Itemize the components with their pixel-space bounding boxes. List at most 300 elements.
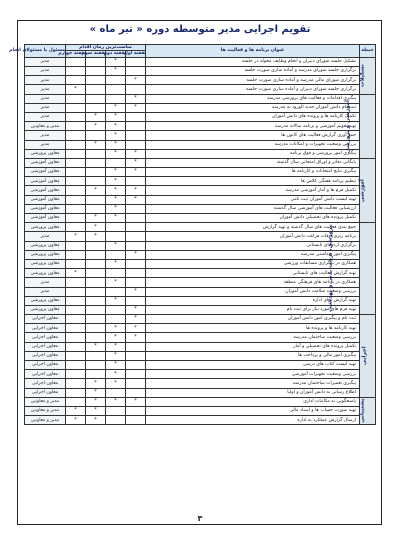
week-mark-cell	[126, 342, 146, 351]
responsible-cell: معاون پرورشی	[25, 296, 66, 305]
table-row	[25, 204, 376, 213]
week-mark-cell	[126, 57, 146, 66]
responsible-cell: مدیر و معاونین	[25, 122, 66, 131]
week-mark-cell	[126, 269, 146, 278]
responsible-cell: مدیر و معاونین	[25, 406, 66, 415]
week-mark-cell	[126, 370, 146, 379]
table-row	[25, 287, 376, 296]
week-mark-cell: *	[126, 397, 146, 406]
activity-cell: همکاری در برنامه های فرهنگی منطقه	[146, 278, 360, 287]
table-row	[25, 259, 376, 268]
activity-cell: بررسی وضعیت تجهیزات و امکانات مدرسه	[146, 140, 360, 149]
week-mark-cell	[86, 351, 106, 360]
week-mark-cell: *	[106, 67, 126, 76]
table-row	[25, 67, 376, 76]
week-mark-cell	[86, 333, 106, 342]
table-row	[25, 223, 376, 232]
week-mark-cell	[66, 112, 86, 121]
week-mark-cell	[66, 278, 86, 287]
activity-cell: برگزاری جلسه شورای مدرسه و آماده سازی صورت جلسه	[146, 67, 360, 76]
activity-cell: تهیه کارنامه ها و پرونده ها	[146, 324, 360, 333]
table-row	[25, 342, 376, 351]
table-row	[25, 122, 376, 131]
week-mark-cell	[106, 223, 126, 232]
responsible-cell: معاون پرورشی	[25, 269, 66, 278]
responsible-cell: معاون آموزشی	[25, 186, 66, 195]
week-mark-cell	[66, 131, 86, 140]
page-title: تقویم اجرایی مدیر متوسطه دوره « تیر ماه »	[89, 24, 311, 35]
week-mark-cell	[86, 131, 106, 140]
week-mark-cell: *	[86, 379, 106, 388]
responsible-cell: مدیر	[25, 67, 66, 76]
week-mark-cell	[126, 223, 146, 232]
responsible-cell: معاون اجرایی	[25, 351, 66, 360]
responsible-cell: مدیر	[25, 232, 66, 241]
header-responsible: مسئول یا مسئولان انجام	[25, 45, 66, 58]
week-mark-cell: *	[126, 305, 146, 314]
week-mark-cell	[126, 85, 146, 94]
week-mark-cell	[66, 305, 86, 314]
responsible-cell: معاون آموزشی	[25, 195, 66, 204]
responsible-cell: معاون اجرایی	[25, 388, 66, 397]
activity-cell: تهیه تقویم آموزشی و برنامه سالانه مدرسه	[146, 122, 360, 131]
header-week-4: هفته چهارم	[58, 51, 86, 57]
activity-cell: پیگیری امور پرورشی و فوق برنامه	[146, 149, 360, 158]
table-row	[25, 333, 376, 342]
responsible-cell: معاون پرورشی	[25, 149, 66, 158]
week-mark-cell: *	[106, 214, 126, 223]
week-mark-cell: *	[86, 416, 106, 425]
week-mark-cell: *	[126, 195, 146, 204]
table-row	[25, 112, 376, 121]
activity-cell: برگزاری شورای مالی مدرسه و آماده سازی صورت جلسه	[146, 76, 360, 85]
activity-cell: تهیه گزارش فعالیت های تابستانی	[146, 269, 360, 278]
activity-cell: ارسال گزارش عملکرد به اداره	[146, 416, 360, 425]
responsible-cell: معاون پرورشی	[25, 223, 66, 232]
table-row	[25, 305, 376, 314]
week-mark-cell	[66, 76, 86, 85]
activity-cell: تشکیل جلسه شورای دبیران و انجام وظایف محوله در جلسه	[146, 57, 360, 66]
week-mark-cell	[126, 296, 146, 305]
week-mark-cell	[126, 388, 146, 397]
week-mark-cell	[66, 195, 86, 204]
week-mark-cell	[126, 351, 146, 360]
table-row	[25, 388, 376, 397]
week-mark-cell	[66, 122, 86, 131]
responsible-cell: معاون پرورشی	[25, 241, 66, 250]
week-mark-cell	[66, 342, 86, 351]
week-mark-cell	[66, 397, 86, 406]
week-mark-cell	[66, 67, 86, 76]
activity-cell: جمع آوری گزارش فعالیت های کانون ها	[146, 131, 360, 140]
week-mark-cell	[106, 388, 126, 397]
table-row	[25, 76, 376, 85]
responsible-cell: مدیر و معاونین	[25, 397, 66, 406]
week-mark-cell	[86, 85, 106, 94]
week-mark-cell: *	[106, 140, 126, 149]
week-mark-cell	[66, 351, 86, 360]
week-mark-cell: *	[126, 324, 146, 333]
week-mark-cell	[66, 168, 86, 177]
table-row	[25, 278, 376, 287]
week-mark-cell	[86, 287, 106, 296]
week-mark-cell	[86, 103, 106, 112]
week-mark-cell	[66, 140, 86, 149]
section-label-text: آموزشی	[359, 179, 366, 202]
section-label-text: تشکیلات	[359, 64, 366, 88]
week-mark-cell: *	[106, 122, 126, 131]
table-row	[25, 168, 376, 177]
week-mark-cell: *	[126, 103, 146, 112]
table-row	[25, 269, 376, 278]
week-mark-cell	[86, 315, 106, 324]
activity-cell: تکمیل پرونده های تحصیلی دانش آموزان	[146, 214, 360, 223]
responsible-cell: مدیر	[25, 131, 66, 140]
activity-cell: ثبت نام و پیگیری امور دانش آموزان	[146, 315, 360, 324]
week-mark-cell	[106, 406, 126, 415]
week-mark-cell	[66, 177, 86, 186]
week-mark-cell	[106, 94, 126, 103]
section-label-text: آموزشی و پرورشی	[344, 99, 351, 153]
responsible-cell: مدیر	[25, 103, 66, 112]
week-mark-cell: *	[106, 149, 126, 158]
responsible-cell: معاون آموزشی	[25, 204, 66, 213]
week-mark-cell	[126, 259, 146, 268]
week-mark-cell: *	[106, 204, 126, 213]
table-row	[25, 94, 376, 103]
week-mark-cell: *	[86, 214, 106, 223]
responsible-cell: مدیر	[25, 112, 66, 121]
week-mark-cell: *	[106, 397, 126, 406]
activity-cell: بررسی وضعیت سلامت دانش آموزان	[146, 287, 360, 296]
table-row	[25, 315, 376, 324]
week-mark-cell	[86, 177, 106, 186]
table-row	[25, 324, 376, 333]
header-week-1: هفته اول	[123, 51, 146, 57]
week-mark-cell: *	[66, 85, 86, 94]
week-mark-cell	[106, 232, 126, 241]
section-label-text: اجرایی	[361, 346, 368, 366]
responsible-cell: معاون اجرایی	[25, 379, 66, 388]
activity-cell: پیگیری نتایج امتحانات و کارنامه ها	[146, 168, 360, 177]
week-mark-cell	[66, 379, 86, 388]
responsible-cell: معاون آموزشی	[25, 168, 66, 177]
week-mark-cell: *	[106, 324, 126, 333]
responsible-cell: مدیر	[25, 85, 66, 94]
week-mark-cell	[86, 250, 106, 259]
week-mark-cell	[86, 305, 106, 314]
activity-cell: تهیه لیست کتاب های درسی	[146, 361, 360, 370]
week-mark-cell	[86, 269, 106, 278]
week-mark-cell	[66, 223, 86, 232]
week-mark-cell: *	[126, 158, 146, 167]
activity-cell: پیگیری امور بهداشتی مدرسه	[146, 250, 360, 259]
week-mark-cell	[126, 379, 146, 388]
responsible-cell: معاون آموزشی	[25, 214, 66, 223]
week-mark-cell: *	[126, 287, 146, 296]
week-mark-cell	[126, 122, 146, 131]
week-mark-cell: *	[126, 149, 146, 158]
responsible-cell: مدیر	[25, 140, 66, 149]
activity-cell: تکمیل پرونده های تحصیلی و آمار	[146, 342, 360, 351]
activity-cell: ارزشیابی فعالیت های آموزشی سال گذشته	[146, 204, 360, 213]
responsible-cell: معاون اجرایی	[25, 361, 66, 370]
week-mark-cell: *	[106, 351, 126, 360]
week-mark-cell	[66, 57, 86, 66]
table-row	[25, 370, 376, 379]
week-mark-cell	[66, 388, 86, 397]
table-row	[25, 416, 376, 425]
week-mark-cell	[106, 76, 126, 85]
week-mark-cell: *	[106, 333, 126, 342]
activity-cell: تنظیم برنامه هفتگی کلاس ها	[146, 177, 360, 186]
week-mark-cell	[126, 214, 146, 223]
activity-cell: تهیه صورت حساب ها و اسناد مالی	[146, 406, 360, 415]
week-mark-cell	[126, 361, 146, 370]
activity-cell: بایگانی دفاتر و اوراق امتحانی سال گذشته	[146, 158, 360, 167]
week-mark-cell	[86, 76, 106, 85]
week-mark-cell	[106, 287, 126, 296]
section-label	[360, 57, 376, 94]
week-mark-cell	[66, 259, 86, 268]
week-mark-cell: *	[126, 186, 146, 195]
week-mark-cell: *	[106, 361, 126, 370]
table-row	[25, 149, 376, 158]
responsible-cell: مدیر	[25, 287, 66, 296]
week-mark-cell: *	[126, 315, 146, 324]
activity-cell: ثبت نام دانش آموزان جدید الورود به مدرسه	[146, 103, 360, 112]
activity-cell: همکاری در برگزاری مسابقات ورزشی	[146, 259, 360, 268]
week-mark-cell	[66, 333, 86, 342]
week-mark-cell: *	[126, 94, 146, 103]
table-row	[25, 186, 376, 195]
responsible-cell: مدیر	[25, 278, 66, 287]
week-mark-cell	[86, 158, 106, 167]
week-mark-cell: *	[86, 186, 106, 195]
responsible-cell: مدیر	[25, 76, 66, 85]
week-mark-cell	[126, 204, 146, 213]
responsible-cell: معاون اجرایی	[25, 324, 66, 333]
week-mark-cell: *	[106, 278, 126, 287]
week-mark-cell: *	[106, 342, 126, 351]
week-mark-cell: *	[106, 195, 126, 204]
section-label	[360, 397, 376, 425]
week-mark-cell	[126, 67, 146, 76]
week-mark-cell	[126, 406, 146, 415]
schedule-table	[9, 44, 376, 425]
week-mark-cell: *	[106, 103, 126, 112]
section-label	[360, 315, 376, 398]
responsible-cell: مدیر و معاونین	[25, 416, 66, 425]
responsible-cell: معاون آموزشی	[25, 158, 66, 167]
week-mark-cell	[86, 241, 106, 250]
week-mark-cell	[66, 250, 86, 259]
activity-cell: برگزاری جلسه شورای دبیران و آماده سازی صورت جلسه	[146, 85, 360, 94]
table-row	[25, 351, 376, 360]
section-label	[344, 94, 376, 158]
table-row	[25, 379, 376, 388]
activity-cell: تهیه لیست دانش آموزان ثبت نامی	[146, 195, 360, 204]
page-number: ۳	[197, 514, 203, 523]
activity-cell: برگزاری اردوهای تابستانی	[146, 241, 360, 250]
table-row	[25, 131, 376, 140]
week-mark-cell	[106, 269, 126, 278]
activity-cell: تهیه گزارش برای اداره	[146, 296, 360, 305]
table-row	[25, 397, 376, 406]
week-mark-cell: *	[106, 177, 126, 186]
responsible-cell: معاون پرورشی	[25, 305, 66, 314]
week-mark-cell: *	[86, 406, 106, 415]
week-mark-cell	[126, 241, 146, 250]
week-mark-cell	[86, 168, 106, 177]
header-week-3: هفته سوم	[81, 51, 106, 57]
table-row	[25, 296, 376, 305]
week-mark-cell: *	[126, 76, 146, 85]
activity-cell: پیگیری امور مالی و پرداخت ها	[146, 351, 360, 360]
activity-cell: پیگیری تعمیرات ساختمان مدرسه	[146, 379, 360, 388]
week-mark-cell: *	[86, 397, 106, 406]
table-row	[25, 250, 376, 259]
table-row	[25, 195, 376, 204]
table-row	[25, 241, 376, 250]
week-mark-cell	[86, 278, 106, 287]
week-mark-cell	[86, 94, 106, 103]
week-mark-cell	[106, 315, 126, 324]
week-mark-cell	[126, 278, 146, 287]
table-row	[25, 57, 376, 66]
week-mark-cell	[66, 214, 86, 223]
week-mark-cell: *	[86, 388, 106, 397]
week-mark-cell	[86, 149, 106, 158]
responsible-cell: معاون اجرایی	[25, 342, 66, 351]
week-mark-cell	[126, 140, 146, 149]
activity-cell: تکمیل کارنامه ها و پرونده های دانش آموزان	[146, 112, 360, 121]
week-mark-cell	[66, 94, 86, 103]
week-mark-cell: *	[126, 250, 146, 259]
week-mark-cell: *	[126, 333, 146, 342]
week-mark-cell: *	[66, 406, 86, 415]
section-label	[360, 158, 376, 222]
week-mark-cell: *	[86, 232, 106, 241]
week-mark-cell	[126, 416, 146, 425]
week-mark-cell: *	[86, 140, 106, 149]
week-mark-cell	[86, 195, 106, 204]
week-mark-cell: *	[106, 57, 126, 66]
schedule-body	[25, 57, 376, 425]
week-mark-cell	[86, 204, 106, 213]
table-row	[25, 85, 376, 94]
activity-cell: بررسی وضعیت ساختمان مدرسه	[146, 333, 360, 342]
activity-cell: تکمیل فرم ها و آمار آموزشی مدرسه	[146, 186, 360, 195]
week-mark-cell: *	[106, 241, 126, 250]
section-label-text: پرورشی، تربیت بدنی و بهداشت	[327, 225, 334, 312]
table-row	[25, 232, 376, 241]
table-row	[25, 158, 376, 167]
table-row	[25, 361, 376, 370]
week-mark-cell	[66, 315, 86, 324]
responsible-cell: معاون اجرایی	[25, 315, 66, 324]
responsible-cell: معاون اجرایی	[25, 333, 66, 342]
week-mark-cell	[86, 361, 106, 370]
table-row	[25, 214, 376, 223]
week-mark-cell	[106, 250, 126, 259]
activity-cell: جمع بندی فعالیت های سال گذشته و تهیه گزارش	[146, 223, 360, 232]
week-mark-cell: *	[106, 370, 126, 379]
week-mark-cell	[66, 103, 86, 112]
activity-cell: اطلاع رسانی به دانش آموزان و اولیا	[146, 388, 360, 397]
header-time-group: مناسب‌ترین زمان اقدام	[66, 45, 146, 51]
week-mark-cell	[126, 131, 146, 140]
week-mark-cell: *	[106, 112, 126, 121]
responsible-cell: معاون آموزشی	[25, 177, 66, 186]
week-mark-cell: *	[106, 296, 126, 305]
week-mark-cell	[66, 296, 86, 305]
week-mark-cell: *	[86, 223, 106, 232]
week-mark-cell	[66, 204, 86, 213]
week-mark-cell	[66, 324, 86, 333]
responsible-cell: مدیر	[25, 57, 66, 66]
table-row	[25, 103, 376, 112]
responsible-cell: مدیر	[25, 94, 66, 103]
week-mark-cell	[66, 370, 86, 379]
section-label-text: پشتیبانی	[359, 398, 366, 424]
week-mark-cell: *	[106, 186, 126, 195]
activity-cell: تهیه فرم های مورد نیاز برای ثبت نام	[146, 305, 360, 314]
week-mark-cell: *	[86, 342, 106, 351]
activity-cell: پیگیری اقدامات و فعالیت های پرورشی مدرسه	[146, 94, 360, 103]
week-mark-cell	[106, 158, 126, 167]
week-mark-cell: *	[66, 269, 86, 278]
week-mark-cell	[106, 305, 126, 314]
week-mark-cell	[86, 370, 106, 379]
week-mark-cell	[66, 149, 86, 158]
week-mark-cell: *	[86, 112, 106, 121]
header-week-2: هفته دوم	[103, 51, 126, 57]
activity-cell: بررسی وضعیت تجهیزات آموزشی	[146, 370, 360, 379]
week-mark-cell	[126, 112, 146, 121]
responsible-cell: معاون اجرایی	[25, 370, 66, 379]
week-mark-cell	[66, 287, 86, 296]
week-mark-cell	[86, 296, 106, 305]
responsible-cell: معاون پرورشی	[25, 259, 66, 268]
header-activity: عنوان برنامه ها و فعالیت ها	[146, 45, 360, 58]
week-mark-cell: *	[106, 259, 126, 268]
week-mark-cell: *	[86, 122, 106, 131]
week-mark-cell	[126, 232, 146, 241]
activity-cell: برنامه ریزی اوقات فراغت دانش آموزان	[146, 232, 360, 241]
week-mark-cell: *	[66, 232, 86, 241]
week-mark-cell	[126, 177, 146, 186]
week-mark-cell: *	[106, 379, 126, 388]
week-mark-cell	[66, 186, 86, 195]
week-mark-cell	[86, 67, 106, 76]
activity-cell: پاسخگویی به مکاتبات اداری	[146, 397, 360, 406]
week-mark-cell	[106, 85, 126, 94]
table-row	[25, 177, 376, 186]
week-mark-cell: *	[106, 131, 126, 140]
table-row	[25, 140, 376, 149]
responsible-cell: معاون پرورشی	[25, 250, 66, 259]
header-section: حیطه	[360, 45, 376, 58]
week-mark-cell	[86, 324, 106, 333]
week-mark-cell: *	[126, 168, 146, 177]
week-mark-cell: *	[66, 416, 86, 425]
week-mark-cell	[86, 57, 106, 66]
week-mark-cell	[86, 259, 106, 268]
table-row	[25, 406, 376, 415]
week-mark-cell	[66, 361, 86, 370]
week-mark-cell	[106, 416, 126, 425]
